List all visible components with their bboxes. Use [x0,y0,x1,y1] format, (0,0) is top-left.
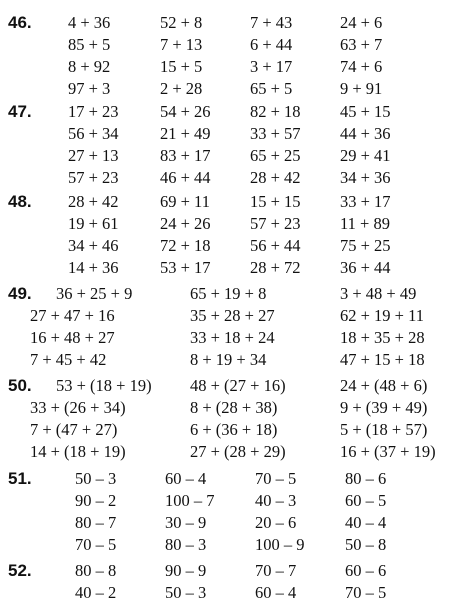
expression: 7 + 45 + 42 [30,350,107,369]
expression: 50 – 3 [75,469,117,488]
expression: 47 + 15 + 18 [340,350,425,369]
expression: 2 + 28 [160,79,203,98]
problem-number: 47. [8,102,32,121]
expression: 15 + 5 [160,57,203,76]
expression-row [0,167,459,189]
expression: 97 + 3 [68,79,111,98]
expression: 40 – 3 [255,491,297,510]
expression: 15 + 15 [250,192,301,211]
expression: 14 + (18 + 19) [30,442,126,461]
expression: 34 + 46 [68,236,119,255]
expression-row [0,397,459,419]
expression-row [0,123,459,145]
expression-row [0,560,459,582]
expression-row [0,305,459,327]
expression: 40 – 2 [75,583,117,602]
expression: 27 + 13 [68,146,119,165]
expression: 34 + 36 [340,168,391,187]
expression: 7 + 43 [250,13,293,32]
expression-row [0,34,459,56]
expression: 70 – 5 [75,535,117,554]
expression: 69 + 11 [160,192,210,211]
expression: 16 + 48 + 27 [30,328,115,347]
expression-row [0,12,459,34]
expression: 40 – 4 [345,513,387,532]
expression: 80 – 7 [75,513,117,532]
expression: 57 + 23 [250,214,301,233]
expression: 27 + 47 + 16 [30,306,115,325]
expression-row [0,582,459,604]
expression-row [0,56,459,78]
expression: 8 + 92 [68,57,111,76]
expression: 36 + 44 [340,258,391,277]
expression: 70 – 7 [255,561,297,580]
expression: 35 + 28 + 27 [190,306,275,325]
expression: 11 + 89 [340,214,390,233]
expression-row [0,213,459,235]
expression-row [0,283,459,305]
expression: 45 + 15 [340,102,391,121]
expression: 9 + (39 + 49) [340,398,428,417]
expression-row [0,101,459,123]
expression: 80 – 6 [345,469,387,488]
expression: 57 + 23 [68,168,119,187]
problem-number: 50. [8,376,32,395]
expression: 36 + 25 + 9 [56,284,133,303]
expression: 3 + 17 [250,57,293,76]
expression: 60 – 6 [345,561,387,580]
expression-row [0,191,459,213]
expression: 80 – 3 [165,535,207,554]
expression-row [0,257,459,279]
expression: 60 – 5 [345,491,387,510]
expression: 8 + 19 + 34 [190,350,267,369]
expression: 21 + 49 [160,124,211,143]
expression: 56 + 44 [250,236,301,255]
expression: 90 – 2 [75,491,117,510]
expression: 80 – 8 [75,561,117,580]
expression: 82 + 18 [250,102,301,121]
expression: 24 + 26 [160,214,211,233]
expression: 65 + 5 [250,79,293,98]
expression: 60 – 4 [255,583,297,602]
expression: 65 + 25 [250,146,301,165]
expression-row [0,375,459,397]
expression: 5 + (18 + 57) [340,420,428,439]
problem-number: 46. [8,13,32,32]
expression: 17 + 23 [68,102,119,121]
expression-row [0,490,459,512]
expression: 60 – 4 [165,469,207,488]
expression: 27 + (28 + 29) [190,442,286,461]
expression: 24 + (48 + 6) [340,376,428,395]
expression: 54 + 26 [160,102,211,121]
expression: 9 + 91 [340,79,383,98]
expression-row [0,468,459,490]
expression-row [0,441,459,463]
expression: 90 – 9 [165,561,207,580]
expression: 62 + 19 + 11 [340,306,424,325]
expression: 16 + (37 + 19) [340,442,436,461]
expression-row [0,327,459,349]
expression: 4 + 36 [68,13,111,32]
expression-row [0,145,459,167]
expression: 56 + 34 [68,124,119,143]
expression: 18 + 35 + 28 [340,328,425,347]
expression: 85 + 5 [68,35,111,54]
expression-row [0,512,459,534]
problem-number: 48. [8,192,32,211]
expression: 65 + 19 + 8 [190,284,267,303]
expression: 72 + 18 [160,236,211,255]
expression: 70 – 5 [345,583,387,602]
expression: 33 + 57 [250,124,301,143]
expression: 50 – 8 [345,535,387,554]
expression: 3 + 48 + 49 [340,284,417,303]
expression: 30 – 9 [165,513,207,532]
expression: 70 – 5 [255,469,297,488]
expression: 100 – 9 [255,535,305,554]
expression: 6 + (36 + 18) [190,420,278,439]
expression: 14 + 36 [68,258,119,277]
expression: 20 – 6 [255,513,297,532]
expression: 46 + 44 [160,168,211,187]
expression-row [0,419,459,441]
expression: 28 + 42 [68,192,119,211]
expression-row [0,534,459,556]
expression: 19 + 61 [68,214,119,233]
problem-number: 49. [8,284,32,303]
expression: 48 + (27 + 16) [190,376,286,395]
expression-row [0,78,459,100]
expression: 75 + 25 [340,236,391,255]
expression: 33 + 17 [340,192,391,211]
expression: 100 – 7 [165,491,215,510]
problem-number: 52. [8,561,32,580]
expression: 6 + 44 [250,35,293,54]
expression: 7 + (47 + 27) [30,420,118,439]
expression: 53 + 17 [160,258,211,277]
expression: 83 + 17 [160,146,211,165]
expression: 24 + 6 [340,13,383,32]
expression: 7 + 13 [160,35,203,54]
expression: 28 + 42 [250,168,301,187]
problem-number: 51. [8,469,32,488]
expression: 53 + (18 + 19) [56,376,152,395]
expression-row [0,235,459,257]
expression: 33 + (26 + 34) [30,398,126,417]
expression: 28 + 72 [250,258,301,277]
expression: 50 – 3 [165,583,207,602]
expression: 29 + 41 [340,146,391,165]
expression: 33 + 18 + 24 [190,328,275,347]
expression: 44 + 36 [340,124,391,143]
expression: 52 + 8 [160,13,203,32]
expression-row [0,349,459,371]
expression: 63 + 7 [340,35,383,54]
expression: 74 + 6 [340,57,383,76]
expression: 8 + (28 + 38) [190,398,278,417]
